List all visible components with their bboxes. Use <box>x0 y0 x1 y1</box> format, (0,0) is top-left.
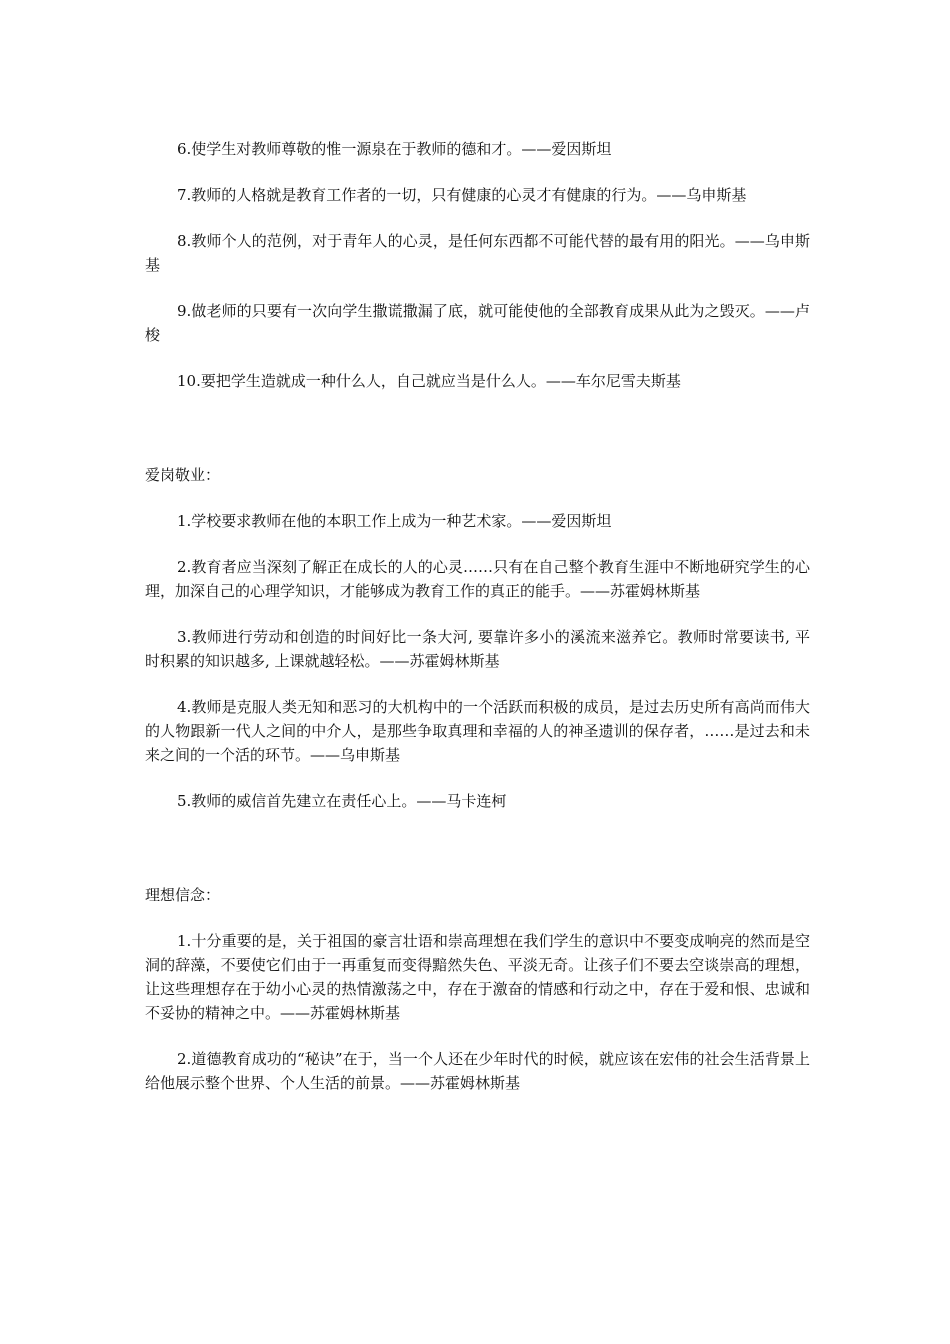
quote-paragraph: 2.道德教育成功的“秘诀”在于，当一个人还在少年时代的时候，就应该在宏伟的社会生活背景上给他展示整个世界、个人生活的前景。——苏霍姆林斯基 <box>145 1050 810 1092</box>
quote-paragraph: 10.要把学生造就成一种什么人，自己就应当是什么人。——车尔尼雪夫斯基 <box>177 372 681 390</box>
quote-paragraph: 3.教师进行劳动和创造的时间好比一条大河, 要靠许多小的溪流来滋养它。教师时常要读书, 平时积累的知识越多, 上课就越轻松。——苏霍姆林斯基 <box>145 628 810 670</box>
quote-paragraph: 8.教师个人的范例，对于青年人的心灵，是任何东西都不可能代替的最有用的阳光。——乌申斯基 <box>145 232 810 274</box>
quote-paragraph: 9.做老师的只要有一次向学生撒谎撒漏了底，就可能使他的全部教育成果从此为之毁灭。——卢梭 <box>145 302 810 344</box>
quote-paragraph: 1.十分重要的是，关于祖国的豪言壮语和崇高理想在我们学生的意识中不要变成响亮的然而是空洞的辞藻，不要使它们由于一再重复而变得黯然失色、平淡无奇。让孩子们不要去空谈崇高的理想，让这些理想存在于幼小心灵的热情激荡之中，存在于激奋的情感和行动之中，存在于爱和恨、忠诚和不妥协的精神之中。——苏霍姆林斯基 <box>145 932 810 1022</box>
quote-paragraph: 5.教师的威信首先建立在责任心上。——马卡连柯 <box>177 792 507 810</box>
document-page <box>145 137 810 1095</box>
quote-paragraph: 1.学校要求教师在他的本职工作上成为一种艺术家。——爱因斯坦 <box>177 512 612 530</box>
quote-paragraph: 4.教师是克服人类无知和恶习的大机构中的一个活跃而积极的成员，是过去历史所有高尚而伟大的人物跟新一代人之间的中介人，是那些争取真理和幸福的人的神圣遗训的保存者，……是过去和未来之间的一个活的环节。——乌申斯基 <box>145 698 810 764</box>
quote-paragraph: 2.教育者应当深刻了解正在成长的人的心灵……只有在自己整个教育生涯中不断地研究学生的心理，加深自己的心理学知识，才能够成为教育工作的真正的能手。——苏霍姆林斯基 <box>145 558 810 600</box>
quote-paragraph: 7.教师的人格就是教育工作者的一切，只有健康的心灵才有健康的行为。——乌申斯基 <box>177 186 747 204</box>
section-heading: 理想信念： <box>145 886 221 904</box>
section-heading: 爱岗敬业： <box>145 466 221 484</box>
quote-paragraph: 6.使学生对教师尊敬的惟一源泉在于教师的德和才。——爱因斯坦 <box>177 140 612 158</box>
